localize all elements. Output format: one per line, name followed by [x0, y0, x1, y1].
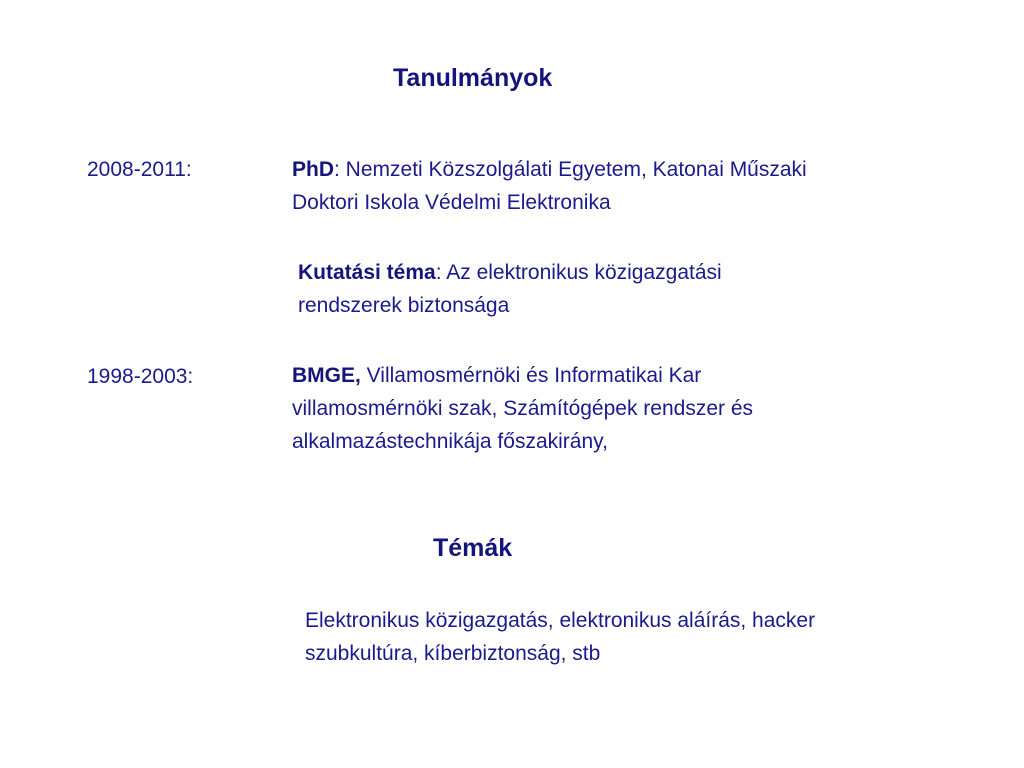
- studies-title: Tanulmányok: [393, 64, 553, 92]
- bmge-line-2: villamosmérnöki szak, Számítógépek rendszer és: [292, 397, 754, 420]
- phd-line-1: [292, 153, 992, 186]
- bmge-degree: BMGE,: [292, 364, 361, 387]
- bmge-line-3: alkalmazástechnikája főszakirány,: [292, 430, 608, 453]
- phd-entry: [292, 153, 992, 219]
- topics-list: [305, 604, 1005, 670]
- phd-years: 2008-2011:: [87, 158, 192, 181]
- bmge-entry: [292, 359, 992, 458]
- research-text-1: Az elektronikus közigazgatási: [446, 261, 722, 284]
- phd-institution: Nemzeti Közszolgálati Egyetem, Katonai Műszaki: [345, 158, 807, 181]
- topics-line-2: szubkultúra, kíberbiztonság, stb: [305, 642, 601, 665]
- phd-line-2: Doktori Iskola Védelmi Elektronika: [292, 191, 611, 214]
- topics-line-1: Elektronikus közigazgatás, elektronikus aláírás, hacker: [305, 609, 816, 632]
- bmge-years: 1998-2003:: [87, 365, 194, 388]
- bmge-faculty: Villamosmérnöki és Informatikai Kar: [360, 364, 702, 387]
- bmge-line-1: [292, 359, 992, 392]
- research-line-1: [298, 256, 948, 289]
- research-label: Kutatási téma: [298, 261, 436, 284]
- research-line-2: rendszerek biztonsága: [298, 294, 510, 317]
- topics-title: Témák: [433, 534, 513, 562]
- research-topic: [298, 256, 948, 322]
- research-separator: :: [435, 261, 447, 284]
- phd-degree: PhD: [292, 158, 334, 181]
- phd-separator: :: [334, 158, 346, 181]
